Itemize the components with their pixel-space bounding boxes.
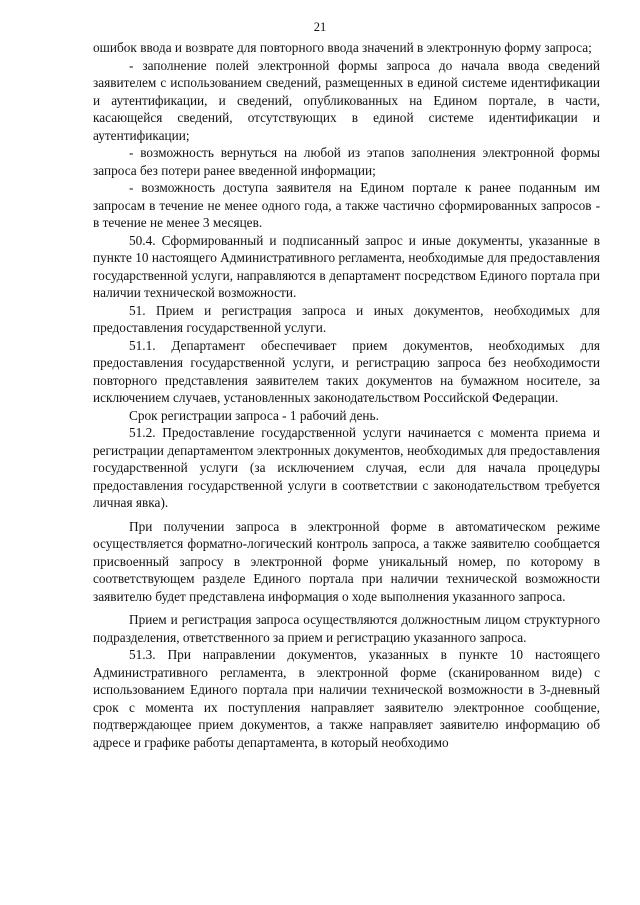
paragraph-51-2: 51.2. Предоставление государственной услуги начинается с момента приема и регистрации департаментом электронных документов, необходимых для предоставления государственной услуги (за исключением случая, если для начала процедуры предоставления государственной услуги в соответствии с законодательством требуется личная явка). [93,425,600,510]
paragraph-reception-official: Прием и регистрация запроса осуществляются должностным лицом структурного подразделения, ответственного за прием и регистрацию указанного запроса. [93,612,600,645]
paragraph-registration-term: Срок регистрации запроса - 1 рабочий день. [129,407,379,423]
paragraph-return-to-step: - возможность вернуться на любой из этапов заполнения электронной формы запроса без потери ранее введенной информации; [93,145,600,178]
paragraph-input-errors: ошибок ввода и возврате для повторного ввода значений в электронную форму запроса; [93,40,592,55]
paragraph-format-control: При получении запроса в электронной форме в автоматическом режиме осуществляется форматно-логический контроль запроса, а также заявителю сообщается присвоенный запросу в электронной форме уникальный номер, по которому в соответствующем разделе Единого портала при наличии технической возможности заявителю будет представлена информация о ходе выполнения указанного запроса. [93,518,600,604]
paragraph-form-autofill: - заполнение полей электронной формы запроса до начала ввода сведений заявителем с использованием сведений, размещенных в единой системе идентификации и аутентификации, и сведений, опубликованных на Едином портале, в части, касающейся сведений, отсутствующих в единой системе идентификации и аутентификации; [93,57,600,143]
paragraph-51: 51. Прием и регистрация запроса и иных документов, необходимых для предоставления государственной услуги. [93,302,600,335]
paragraph-access-to-requests: - возможность доступа заявителя на Едином портале к ранее поданным им запросам в течение не менее одного года, а также частично сформированных запросов - в течение не менее 3 месяцев. [93,180,600,230]
paragraph-51-3: 51.3. При направлении документов, указанных в пункте 10 настоящего Административного регламента, в электронной форме (сканированном виде) с использованием Единого портала при наличии технической возможности в 3-дневный срок с момента их поступления направляет заявителю электронное сообщение, подтверждающее прием документов, а также направляет заявителю информацию об адресе и графике работы департамента, в который необходимо [93,647,600,750]
document-body [93,39,600,751]
paragraph-51-1: 51.1. Департамент обеспечивает прием документов, необходимых для предоставления государственной услуги, и регистрацию запроса без необходимости повторного представления заявителем таких документов на бумажном носителе, за исключением случаев, установленных законодательством Российской Федерации. [93,337,600,405]
paragraph-50-4: 50.4. Сформированный и подписанный запрос и иные документы, указанные в пункте 10 настоящего Административного регламента, необходимые для предоставления государственной услуги, направляются в департамент посредством Единого портала при наличии технической возможности. [93,232,600,300]
page-number: 21 [313,20,327,34]
